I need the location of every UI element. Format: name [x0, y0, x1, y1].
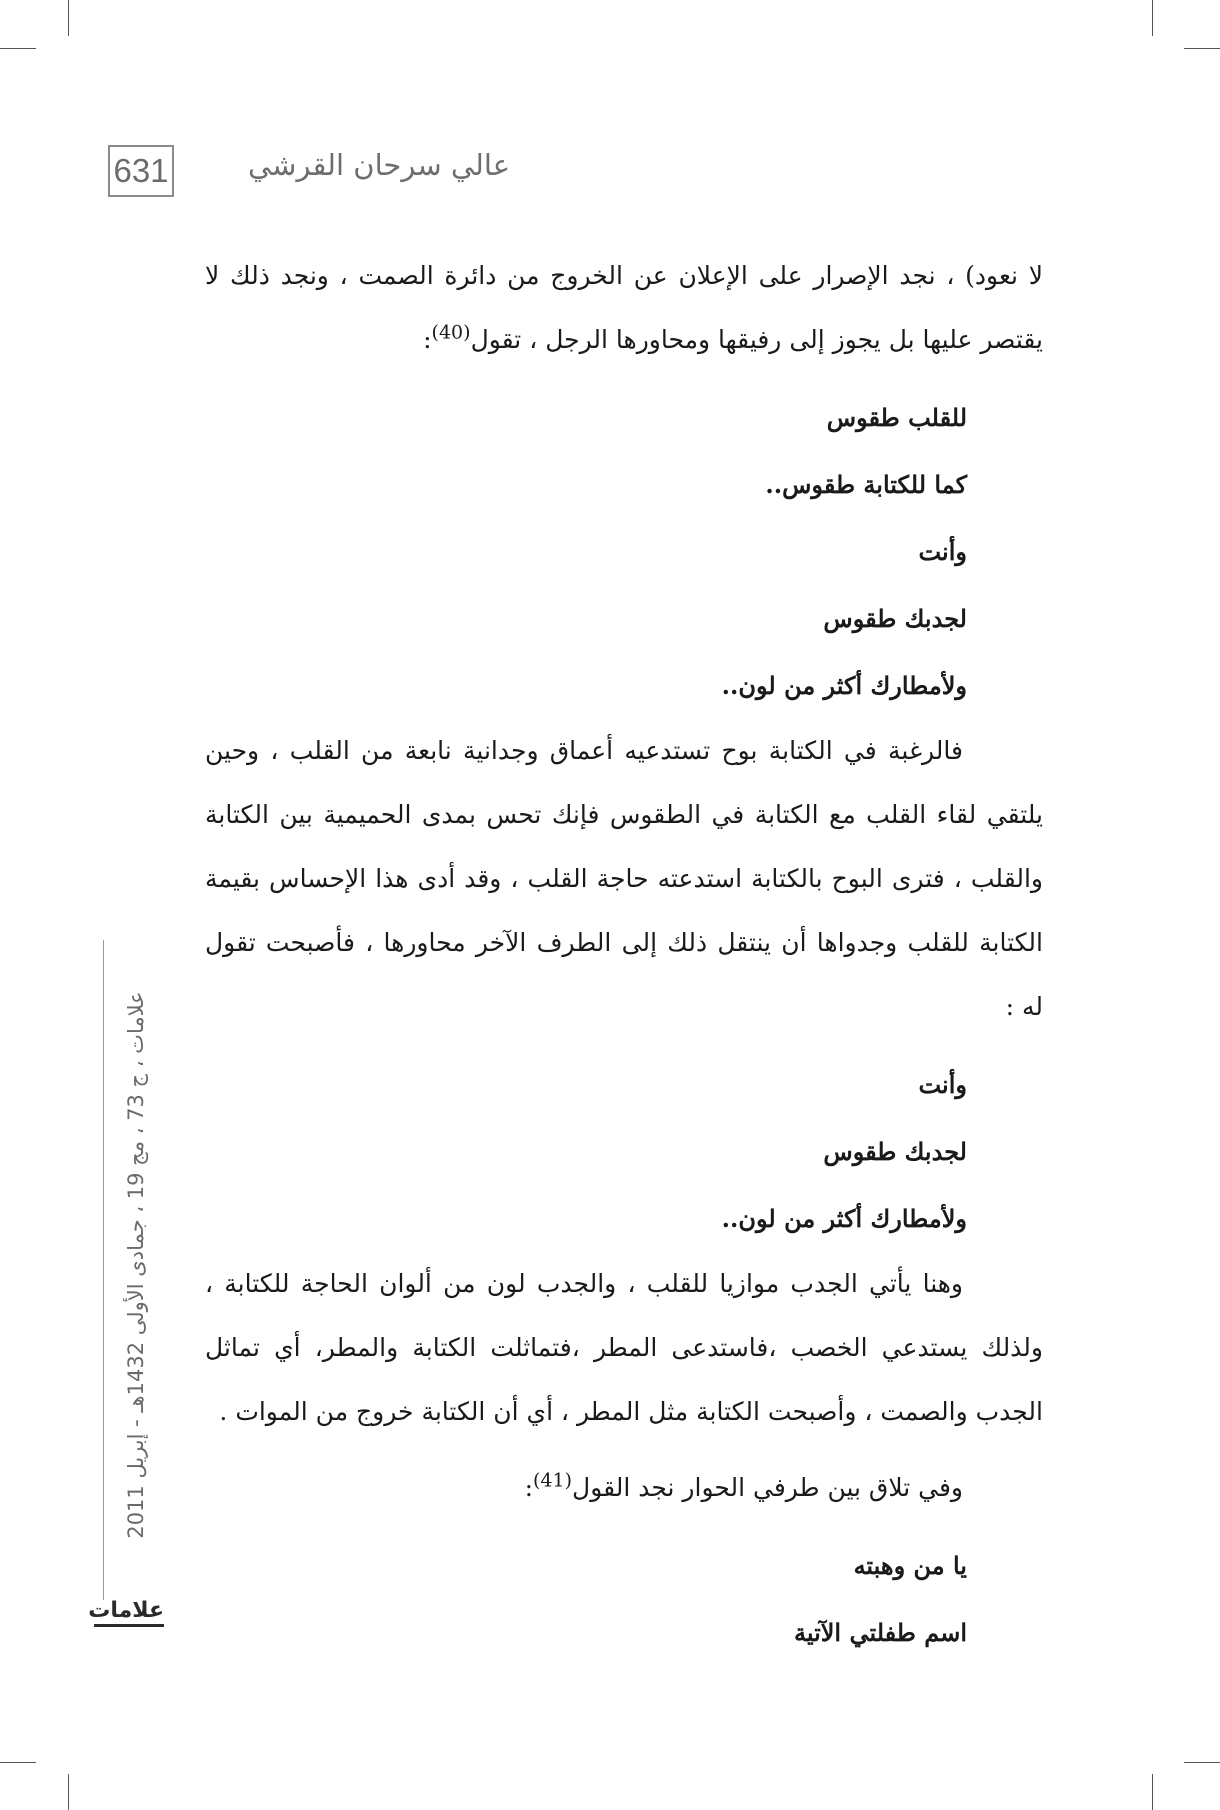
crop-mark [0, 1762, 36, 1763]
paragraph-2: فالرغبة في الكتابة بوح تستدعيه أعماق وجدانية نابعة من القلب ، وحين يلتقي لقاء القلب مع الكتابة في الطقوس فإنك تحس بمدى الحميمية بين الكتابة والقلب ، فترى البوح بالكتابة استدعته حاجة القلب ، وقد أدى هذا الإحساس بقيمة الكتابة للقلب وجدواها أن ينتقل ذلك إلى الطرف الآخر محاورها ، فأصبحت تقول له : [205, 736, 1043, 1021]
poem-line: لجدبك طقوس [823, 1137, 967, 1166]
footnote-ref-40[interactable]: (40) [431, 321, 471, 344]
poem-line: ولأمطارك أكثر من لون.. [721, 1204, 967, 1233]
poem-excerpt-2 [205, 1051, 1043, 1252]
article-body [205, 244, 1043, 1684]
poem-excerpt-3 [205, 1532, 1043, 1666]
crop-mark [68, 0, 69, 36]
crop-mark [0, 48, 36, 49]
poem-excerpt-1 [205, 384, 1043, 719]
journal-issue-line [118, 945, 154, 1585]
poem-line: وأنت [918, 537, 967, 566]
crop-mark [1152, 1774, 1153, 1810]
poem-line: لجدبك طقوس [823, 604, 967, 633]
crop-mark [68, 1774, 69, 1810]
poem-line: كما للكتابة طقوس.. [765, 470, 967, 499]
paragraph-4-colon: : [524, 1473, 533, 1502]
crop-mark [1184, 1762, 1220, 1763]
page-number: 631 [108, 145, 174, 197]
paragraph-1 [205, 244, 1043, 372]
paragraph-4 [205, 1456, 1043, 1520]
poem-line: اسم طفلتي الآتية [793, 1618, 967, 1647]
poem-line: ولأمطارك أكثر من لون.. [721, 671, 967, 700]
paragraph-1-text: لا نعود) ، نجد الإصرار على الإعلان عن الخروج من دائرة الصمت ، ونجد ذلك لا يقتصر عليها بل يجوز إلى رفيقها ومحاورها الرجل ، تقول [205, 261, 1043, 354]
crop-mark [1152, 0, 1153, 36]
paragraph-4-text: وفي تلاق بين طرفي الحوار نجد القول [572, 1473, 963, 1502]
journal-issue-text: علامات ، ج 73 ، مج 19 ، جمادى الأولى 1432هـ - إبريل 2011 [124, 991, 148, 1539]
poem-line: يا من وهبته [853, 1551, 967, 1580]
paragraph-1-colon: : [423, 325, 432, 354]
margin-rule [103, 940, 104, 1600]
poem-line: وأنت [918, 1070, 967, 1099]
poem-line: للقلب طقوس [826, 403, 967, 432]
journal-logo: علامات [94, 1598, 164, 1627]
running-head-author: عالي سرحان القرشي [248, 148, 510, 182]
crop-mark [1184, 48, 1220, 49]
paragraph-3: وهنا يأتي الجدب موازيا للقلب ، والجدب لون من ألوان الحاجة للكتابة ، ولذلك يستدعي الخصب ،فاستدعى المطر ،فتماثلت الكتابة والمطر، أي تماثل الجدب والصمت ، وأصبحت الكتابة مثل المطر ، أي أن الكتابة خروج من الموات . [205, 1269, 1043, 1426]
footnote-ref-41[interactable]: (41) [533, 1469, 573, 1492]
